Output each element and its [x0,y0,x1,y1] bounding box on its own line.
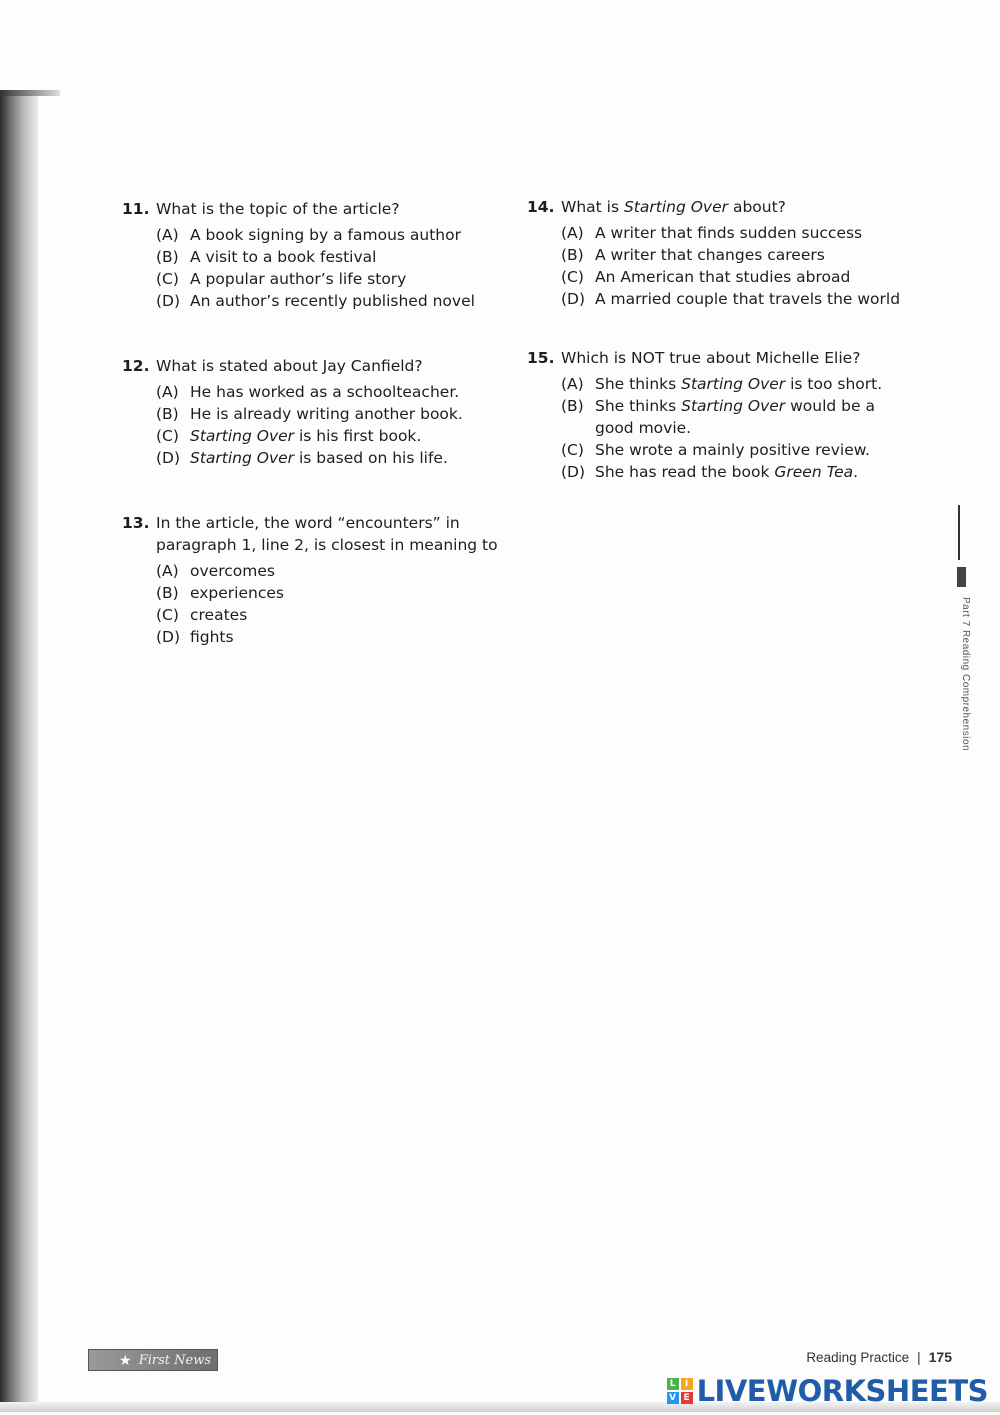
answer-option[interactable] [156,582,502,604]
italic-title: Starting Over [623,198,729,216]
text-run: experiences [190,584,284,602]
text-run: would be a good movie. [595,397,875,437]
question-head [527,347,907,369]
option-letter: (C) [156,606,179,624]
text-run: In the article, the word “encounters” in paragraph 1, line 2, is closest in meaning to [156,514,498,554]
text-run: He has worked as a schoolteacher. [190,383,460,401]
option-text [190,268,502,290]
text-run: A popular author’s life story [190,270,407,288]
text-run: What is stated about Jay Canfield? [156,357,423,375]
text-run: A married couple that travels the world [595,290,901,308]
logo-grid-icon [667,1378,693,1404]
text-run: An American that studies abroad [595,268,851,286]
answer-option[interactable] [156,268,502,290]
text-run: . [853,463,859,481]
question-q11 [122,198,502,312]
brand-name: First News [138,1353,211,1368]
text-run: She wrote a mainly positive review. [595,441,870,459]
option-text [190,290,502,312]
question-stem [561,347,907,369]
option-text [190,560,502,582]
question-stem [156,198,502,220]
answer-option[interactable] [156,560,502,582]
page-number: 175 [928,1349,952,1365]
text-run: about? [728,198,786,216]
liveworksheets-logo [667,1374,988,1408]
option-text [190,224,502,246]
option-text [190,381,502,403]
answer-option[interactable] [156,604,502,626]
question-q15 [527,347,907,483]
answer-options [156,224,502,312]
text-run: A writer that changes careers [595,246,825,264]
option-text [595,461,907,483]
option-letter: (D) [561,290,586,308]
option-letter: (C) [156,427,179,445]
text-run: She thinks [595,397,682,415]
option-text [595,288,927,310]
logo-grid-cell: L [667,1378,679,1390]
question-number: 15. [527,349,555,367]
question-stem [561,196,927,218]
option-letter: (A) [156,383,179,401]
option-letter: (B) [156,405,179,423]
question-number: 13. [122,514,150,532]
answer-option[interactable] [561,461,907,483]
answer-options [156,560,502,648]
option-text [595,373,907,395]
tab-marker [957,567,966,587]
text-run: is based on his life. [294,449,448,467]
option-text [595,439,907,461]
answer-options [156,381,502,469]
option-letter: (D) [156,449,181,467]
option-letter: (A) [561,375,584,393]
option-letter: (A) [561,224,584,242]
italic-title: Starting Over [190,427,295,445]
page-top-edge [0,90,60,96]
page-footer [806,1349,952,1365]
question-head [527,196,927,218]
italic-title: Starting Over [190,449,295,467]
option-text [190,626,502,648]
logo-grid-cell: E [681,1392,693,1404]
question-number: 14. [527,198,555,216]
side-chapter-tab [955,505,971,755]
text-run: What is [561,198,624,216]
section-name: Reading Practice [806,1350,910,1365]
text-run: He is already writing another book. [190,405,463,423]
answer-option[interactable] [156,626,502,648]
option-letter: (C) [561,268,584,286]
answer-options [561,373,907,483]
text-run: A visit to a book festival [190,248,377,266]
text-run: Which is NOT true about Michelle Elie? [561,349,861,367]
text-run: is his first book. [294,427,422,445]
question-stem [156,355,502,377]
text-run: What is the topic of the article? [156,200,400,218]
text-run: creates [190,606,248,624]
question-number: 12. [122,357,150,375]
option-letter: (B) [156,248,179,266]
question-number: 11. [122,200,150,218]
answer-option[interactable] [156,224,502,246]
option-text [595,395,907,439]
option-letter: (C) [156,270,179,288]
question-q14 [527,196,927,310]
answer-option[interactable] [156,246,502,268]
answer-option[interactable] [156,403,502,425]
answer-option[interactable] [561,395,907,439]
answer-option[interactable] [561,244,927,266]
option-letter: (A) [156,226,179,244]
italic-title: Green Tea [774,463,854,481]
logo-grid-cell: I [681,1378,693,1390]
text-run: fights [190,628,234,646]
option-letter: (D) [156,292,181,310]
publisher-brand [88,1349,218,1371]
option-text [190,425,502,447]
text-run: She has read the book [595,463,775,481]
footer-separator: | [917,1350,921,1365]
answer-option[interactable] [561,288,927,310]
answer-options [561,222,927,310]
answer-option[interactable] [156,447,502,469]
option-text [595,244,927,266]
binding-shadow [0,92,38,1410]
option-letter: (B) [156,584,179,602]
text-run: An author’s recently published novel [190,292,475,310]
option-text [595,222,927,244]
option-text [190,403,502,425]
answer-option[interactable] [156,290,502,312]
logo-text: LIVEWORKSHEETS [696,1374,988,1408]
option-letter: (D) [156,628,181,646]
text-run: overcomes [190,562,275,580]
text-run: She thinks [595,375,682,393]
question-q12 [122,355,502,469]
option-letter: (C) [561,441,584,459]
option-letter: (B) [561,397,584,415]
question-q13 [122,512,502,648]
answer-option[interactable] [561,373,907,395]
text-run: is too short. [785,375,883,393]
side-tab-label: Part 7 Reading Comprehension [960,597,971,752]
question-head [122,198,502,220]
option-text [190,604,502,626]
question-head [122,512,502,556]
logo-grid-cell: V [667,1392,679,1404]
answer-option[interactable] [156,425,502,447]
italic-title: Starting Over [681,375,786,393]
star-icon: ★ [119,1353,132,1369]
option-text [190,246,502,268]
answer-option[interactable] [561,222,927,244]
question-head [122,355,502,377]
option-text [190,447,502,469]
option-text [595,266,927,288]
answer-option[interactable] [561,439,907,461]
option-letter: (B) [561,246,584,264]
option-text [190,582,502,604]
italic-title: Starting Over [681,397,786,415]
option-letter: (A) [156,562,179,580]
answer-option[interactable] [561,266,927,288]
text-run: A book signing by a famous author [190,226,461,244]
tab-rule [958,505,960,560]
question-stem [156,512,502,556]
answer-option[interactable] [156,381,502,403]
option-letter: (D) [561,463,586,481]
text-run: A writer that finds sudden success [595,224,863,242]
